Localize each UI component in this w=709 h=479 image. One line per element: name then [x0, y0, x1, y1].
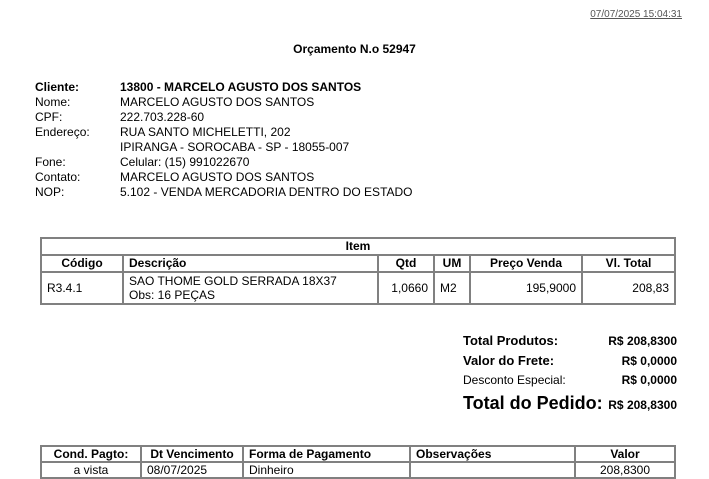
pay-cond: a vista [41, 462, 141, 478]
field-value: 222.703.228-60 [120, 110, 205, 124]
table-row [41, 272, 675, 304]
field-value: Celular: (15) 991022670 [120, 155, 250, 169]
total-value: R$ 208,8300 [608, 334, 677, 348]
total-label: Total do Pedido: [463, 393, 603, 413]
phone-row [35, 155, 413, 170]
total-value: R$ 0,0000 [621, 373, 677, 387]
item-obs: Obs: 16 PEÇAS [129, 288, 216, 302]
col-obs: Observações [410, 446, 575, 462]
col-forma: Forma de Pagamento [243, 446, 410, 462]
field-label [35, 140, 120, 155]
field-value: MARCELO AGUSTO DOS SANTOS [120, 170, 315, 184]
contact-row [35, 170, 413, 185]
field-label: CPF: [35, 110, 63, 124]
item-total: 208,83 [582, 272, 675, 304]
item-qtd: 1,0660 [378, 272, 434, 304]
address-row-2 [35, 140, 413, 155]
total-label: Valor do Frete: [463, 353, 555, 368]
field-value: IPIRANGA - SOROCABA - SP - 18055-007 [120, 140, 350, 154]
total-label: Total Produtos: [463, 333, 559, 348]
field-label: Fone: [35, 155, 66, 169]
print-timestamp: 07/07/2025 15:04:31 [590, 9, 682, 20]
field-label: Contato: [35, 170, 81, 184]
table-row [41, 462, 675, 478]
total-pedido-row [463, 393, 677, 417]
field-value: 5.102 - VENDA MERCADORIA DENTRO DO ESTADO [120, 185, 413, 199]
items-section-title: Item [41, 238, 675, 255]
desconto-row [463, 373, 677, 393]
total-value: R$ 208,8300 [608, 398, 677, 412]
client-info [35, 80, 413, 200]
cpf-row [35, 110, 413, 125]
col-codigo: Código [41, 255, 123, 272]
field-label: Cliente: [35, 80, 80, 94]
client-row [35, 80, 413, 95]
field-label: Nome: [35, 95, 71, 109]
items-table [40, 237, 676, 305]
col-cond: Cond. Pagto: [41, 446, 141, 462]
field-label: NOP: [35, 185, 65, 199]
address-row [35, 125, 413, 140]
field-value: MARCELO AGUSTO DOS SANTOS [120, 95, 315, 109]
pay-obs [410, 462, 575, 478]
nop-row [35, 185, 413, 200]
totals-block [463, 333, 677, 417]
field-value: RUA SANTO MICHELETTI, 202 [120, 125, 291, 139]
col-preco: Preço Venda [470, 255, 582, 272]
col-total: Vl. Total [582, 255, 675, 272]
total-label: Desconto Especial: [463, 373, 566, 387]
name-row [35, 95, 413, 110]
field-label: Endereço: [35, 125, 90, 139]
field-value: 13800 - MARCELO AGUSTO DOS SANTOS [120, 80, 362, 94]
total-value: R$ 0,0000 [621, 354, 677, 368]
col-valor: Valor [575, 446, 675, 462]
col-um: UM [434, 255, 470, 272]
col-vencimento: Dt Vencimento [141, 446, 243, 462]
pay-forma: Dinheiro [243, 462, 410, 478]
item-preco: 195,9000 [470, 272, 582, 304]
pay-venc: 08/07/2025 [141, 462, 243, 478]
total-produtos-row [463, 333, 677, 353]
payment-table [40, 445, 676, 479]
item-description: SAO THOME GOLD SERRADA 18X37 [129, 274, 337, 288]
item-descricao [123, 272, 378, 304]
col-descricao: Descrição [123, 255, 378, 272]
item-um: M2 [434, 272, 470, 304]
payment-header-row [41, 446, 675, 462]
items-header-row [41, 255, 675, 272]
pay-valor: 208,8300 [575, 462, 675, 478]
col-qtd: Qtd [378, 255, 434, 272]
frete-row [463, 353, 677, 373]
item-codigo: R3.4.1 [41, 272, 123, 304]
document-title: Orçamento N.o 52947 [293, 42, 416, 56]
